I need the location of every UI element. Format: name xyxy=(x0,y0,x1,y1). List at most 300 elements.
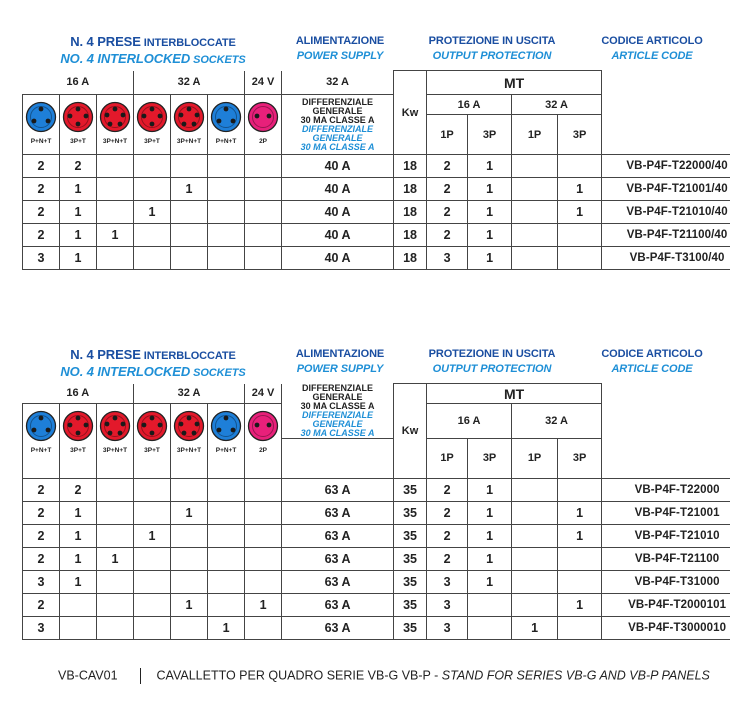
socket-red-4pin-icon xyxy=(60,410,96,442)
kw-cell: 35 xyxy=(394,524,427,547)
socket-blue-3pin-icon xyxy=(208,101,244,133)
heading-supply-it: ALIMENTAZIONE xyxy=(295,35,385,47)
protection-heading xyxy=(402,34,582,64)
socket-cell xyxy=(245,404,282,479)
socket-type-label: P+N+T xyxy=(215,447,237,454)
socket-qty-cell xyxy=(134,547,171,570)
socket-cell xyxy=(97,95,134,155)
socket-qty-cell xyxy=(208,247,245,270)
sockets-heading xyxy=(22,34,284,68)
socket-cell xyxy=(134,404,171,479)
diff-en-line: GENERALE xyxy=(312,132,363,143)
socket-qty-cell: 1 xyxy=(171,501,208,524)
col-mt16-1p: 1P xyxy=(427,438,468,478)
socket-red-5pin-icon xyxy=(97,410,133,442)
socket-qty-cell xyxy=(171,524,208,547)
heading-sockets-it: N. 4 PRESE xyxy=(70,347,141,362)
socket-qty-cell xyxy=(208,593,245,616)
mt-qty-cell: 3 xyxy=(427,616,468,639)
col-16a: 16 A xyxy=(23,71,134,95)
col-mt-32a: 32 A xyxy=(512,404,602,439)
socket-qty-cell xyxy=(208,570,245,593)
col-mt-32a: 32 A xyxy=(512,95,602,115)
mt-qty-cell xyxy=(512,570,558,593)
socket-type-label: P+N+T xyxy=(30,447,52,454)
socket-cell xyxy=(60,95,97,155)
heading-sockets-it-rest: INTERBLOCCATE xyxy=(140,37,236,49)
col-kw: Kw xyxy=(394,384,427,479)
socket-qty-cell xyxy=(97,478,134,501)
socket-type-label: 2P xyxy=(259,138,268,145)
socket-qty-cell xyxy=(134,501,171,524)
supply-heading xyxy=(284,34,396,64)
socket-qty-cell xyxy=(171,547,208,570)
socket-red-4pin-icon xyxy=(60,101,96,133)
socket-qty-cell xyxy=(97,247,134,270)
socket-qty-cell xyxy=(208,547,245,570)
mt-qty-cell: 2 xyxy=(427,224,468,247)
socket-qty-cell xyxy=(171,201,208,224)
supply-cell: 40 A xyxy=(282,178,394,201)
mt-qty-cell: 1 xyxy=(558,593,602,616)
socket-cell xyxy=(171,95,208,155)
mt-qty-cell xyxy=(512,547,558,570)
article-code-cell: VB-P4F-T21100/40 xyxy=(602,224,730,247)
socket-qty-cell: 1 xyxy=(97,224,134,247)
kw-cell: 18 xyxy=(394,224,427,247)
kw-cell: 35 xyxy=(394,570,427,593)
supply-heading xyxy=(284,347,396,377)
mt-qty-cell: 1 xyxy=(468,570,512,593)
sockets-heading xyxy=(22,347,284,381)
socket-cell xyxy=(245,95,282,155)
table-row xyxy=(23,524,730,547)
socket-qty-cell: 2 xyxy=(23,224,60,247)
socket-cell xyxy=(23,95,60,155)
mt-qty-cell: 2 xyxy=(427,178,468,201)
diff-en-line: DIFFERENZIALE xyxy=(302,409,374,420)
diff-it-line: 30 MA CLASSE A xyxy=(300,114,375,125)
socket-qty-cell: 1 xyxy=(208,616,245,639)
mt-qty-cell: 1 xyxy=(468,478,512,501)
table-row xyxy=(23,247,730,270)
socket-cell xyxy=(208,95,245,155)
supply-cell: 40 A xyxy=(282,201,394,224)
socket-qty-cell xyxy=(97,593,134,616)
socket-qty-cell xyxy=(245,155,282,178)
socket-qty-cell: 1 xyxy=(60,247,97,270)
article-code-cell: VB-P4F-T21010/40 xyxy=(602,201,730,224)
col-mt32-3p: 3P xyxy=(558,438,602,478)
heading-supply-en: POWER SUPPLY xyxy=(296,363,384,375)
socket-qty-cell xyxy=(208,478,245,501)
mt-qty-cell: 2 xyxy=(427,201,468,224)
kw-cell: 18 xyxy=(394,201,427,224)
mt-qty-cell: 2 xyxy=(427,478,468,501)
diff-it-line: GENERALE xyxy=(312,105,363,116)
socket-qty-cell xyxy=(208,501,245,524)
section-header xyxy=(22,34,722,70)
socket-qty-cell xyxy=(134,155,171,178)
col-code-spacer xyxy=(602,71,730,155)
mt-qty-cell: 2 xyxy=(427,547,468,570)
heading-code-it: CODICE ARTICOLO xyxy=(601,35,703,47)
socket-qty-cell: 1 xyxy=(60,178,97,201)
col-32a: 32 A xyxy=(134,384,245,404)
mt-qty-cell xyxy=(512,155,558,178)
socket-type-label: 3P+N+T xyxy=(102,447,128,454)
socket-qty-cell xyxy=(208,155,245,178)
col-kw: Kw xyxy=(394,71,427,155)
socket-blue-3pin-icon xyxy=(208,410,244,442)
supply-spacer xyxy=(282,438,394,478)
socket-qty-cell: 2 xyxy=(23,524,60,547)
mt-qty-cell xyxy=(512,478,558,501)
supply-cell: 63 A xyxy=(282,593,394,616)
table-row xyxy=(23,570,730,593)
code-heading xyxy=(582,34,722,64)
socket-qty-cell xyxy=(245,570,282,593)
kw-cell: 18 xyxy=(394,178,427,201)
socket-qty-cell xyxy=(134,478,171,501)
socket-type-label: 3P+T xyxy=(70,138,86,145)
diff-en-line: 30 MA CLASSE A xyxy=(300,141,375,152)
socket-magenta-2pin-icon xyxy=(245,101,281,133)
mt-qty-cell xyxy=(558,570,602,593)
socket-qty-cell xyxy=(60,616,97,639)
mt-qty-cell xyxy=(512,247,558,270)
mt-qty-cell xyxy=(512,178,558,201)
supply-cell: 63 A xyxy=(282,570,394,593)
mt-qty-cell: 1 xyxy=(558,501,602,524)
socket-blue-3pin-icon xyxy=(23,410,59,442)
socket-qty-cell xyxy=(208,224,245,247)
col-24v: 24 V xyxy=(245,71,282,95)
table-row xyxy=(23,178,730,201)
kw-cell: 18 xyxy=(394,247,427,270)
socket-qty-cell: 1 xyxy=(60,570,97,593)
supply-cell: 63 A xyxy=(282,501,394,524)
socket-qty-cell: 2 xyxy=(23,593,60,616)
socket-qty-cell xyxy=(245,178,282,201)
socket-red-4pin-icon xyxy=(134,101,170,133)
footer-separator xyxy=(140,668,141,684)
heading-protection-it: PROTEZIONE IN USCITA xyxy=(428,35,556,47)
diff-it-line: GENERALE xyxy=(312,391,363,402)
socket-qty-cell: 1 xyxy=(60,524,97,547)
differential-cell xyxy=(282,384,394,439)
mt-qty-cell: 3 xyxy=(427,247,468,270)
socket-qty-cell: 3 xyxy=(23,570,60,593)
mt-qty-cell: 1 xyxy=(468,201,512,224)
socket-red-5pin-icon xyxy=(171,101,207,133)
heading-sockets-en-rest: SOCKETS xyxy=(190,54,246,66)
footer xyxy=(58,668,710,684)
socket-magenta-2pin-icon xyxy=(245,410,281,442)
supply-cell: 40 A xyxy=(282,155,394,178)
col-mt: MT xyxy=(427,71,602,95)
socket-qty-cell: 1 xyxy=(97,547,134,570)
spec-table xyxy=(22,70,730,270)
socket-qty-cell: 2 xyxy=(60,478,97,501)
mt-qty-cell: 1 xyxy=(512,616,558,639)
kw-cell: 35 xyxy=(394,547,427,570)
kw-cell: 35 xyxy=(394,616,427,639)
col-mt32-3p: 3P xyxy=(558,115,602,155)
heading-protection-it: PROTEZIONE IN USCITA xyxy=(428,348,556,360)
article-code-cell: VB-P4F-T22000 xyxy=(602,478,730,501)
socket-qty-cell xyxy=(245,547,282,570)
heading-supply-en: POWER SUPPLY xyxy=(296,50,384,62)
socket-qty-cell: 1 xyxy=(60,224,97,247)
heading-sockets-en: NO. 4 INTERLOCKED xyxy=(60,51,191,66)
socket-cell xyxy=(23,404,60,479)
socket-type-label: 3P+N+T xyxy=(176,447,202,454)
socket-cell xyxy=(97,404,134,479)
mt-qty-cell xyxy=(558,547,602,570)
socket-qty-cell: 1 xyxy=(134,524,171,547)
article-code-cell: VB-P4F-T21001 xyxy=(602,501,730,524)
socket-red-4pin-icon xyxy=(134,410,170,442)
footer-title-en: STAND FOR SERIES VB-G AND VB-P PANELS xyxy=(441,668,710,683)
supply-cell: 40 A xyxy=(282,247,394,270)
socket-qty-cell xyxy=(134,570,171,593)
article-code-cell: VB-P4F-T21100 xyxy=(602,547,730,570)
socket-qty-cell: 1 xyxy=(60,547,97,570)
socket-qty-cell: 3 xyxy=(23,616,60,639)
mt-qty-cell xyxy=(468,616,512,639)
diff-it-line: 30 MA CLASSE A xyxy=(300,400,375,411)
mt-qty-cell: 2 xyxy=(427,155,468,178)
col-code-spacer xyxy=(602,384,730,479)
socket-qty-cell xyxy=(97,616,134,639)
mt-qty-cell: 3 xyxy=(427,570,468,593)
socket-qty-cell xyxy=(245,201,282,224)
mt-qty-cell xyxy=(512,593,558,616)
mt-qty-cell: 1 xyxy=(468,247,512,270)
table-row xyxy=(23,501,730,524)
col-mt16-3p: 3P xyxy=(468,438,512,478)
table-block-40a xyxy=(22,34,728,270)
heading-sockets-it-rest: INTERBLOCCATE xyxy=(140,350,236,362)
mt-qty-cell: 2 xyxy=(427,501,468,524)
col-mt32-1p: 1P xyxy=(512,115,558,155)
socket-qty-cell xyxy=(171,478,208,501)
socket-red-5pin-icon xyxy=(97,101,133,133)
socket-qty-cell xyxy=(171,224,208,247)
col-mt: MT xyxy=(427,384,602,404)
kw-cell: 18 xyxy=(394,155,427,178)
socket-qty-cell xyxy=(245,478,282,501)
socket-qty-cell xyxy=(245,501,282,524)
col-32a: 32 A xyxy=(134,71,245,95)
section-header xyxy=(22,347,722,383)
col-16a: 16 A xyxy=(23,384,134,404)
heading-sockets-en-rest: SOCKETS xyxy=(190,367,246,379)
article-code-cell: VB-P4F-T3100/40 xyxy=(602,247,730,270)
kw-cell: 35 xyxy=(394,593,427,616)
article-code-cell: VB-P4F-T21001/40 xyxy=(602,178,730,201)
footer-title-it: CAVALLETTO PER QUADRO SERIE VB-G VB-P - xyxy=(156,668,442,683)
protection-heading xyxy=(402,347,582,377)
mt-qty-cell: 1 xyxy=(468,224,512,247)
mt-qty-cell xyxy=(468,593,512,616)
socket-qty-cell: 1 xyxy=(134,201,171,224)
table-body xyxy=(23,478,730,639)
socket-qty-cell xyxy=(208,178,245,201)
socket-qty-cell xyxy=(245,224,282,247)
socket-qty-cell: 1 xyxy=(60,201,97,224)
mt-qty-cell: 1 xyxy=(558,201,602,224)
spec-table xyxy=(22,383,730,640)
heading-protection-en: OUTPUT PROTECTION xyxy=(432,363,552,375)
socket-type-label: 2P xyxy=(259,447,268,454)
code-heading xyxy=(582,347,722,377)
socket-qty-cell xyxy=(97,501,134,524)
socket-qty-cell xyxy=(171,155,208,178)
article-code-cell: VB-P4F-T31000 xyxy=(602,570,730,593)
socket-qty-cell xyxy=(208,524,245,547)
table-row xyxy=(23,547,730,570)
table-row xyxy=(23,224,730,247)
heading-code-it: CODICE ARTICOLO xyxy=(601,348,703,360)
socket-qty-cell xyxy=(134,247,171,270)
heading-sockets-it: N. 4 PRESE xyxy=(70,34,141,49)
socket-type-label: P+N+T xyxy=(215,138,237,145)
differential-cell xyxy=(282,95,394,155)
socket-qty-cell xyxy=(171,570,208,593)
socket-type-label: 3P+N+T xyxy=(102,138,128,145)
mt-qty-cell: 1 xyxy=(468,547,512,570)
socket-qty-cell xyxy=(134,178,171,201)
socket-qty-cell xyxy=(245,616,282,639)
footer-code: VB-CAV01 xyxy=(58,668,118,683)
socket-qty-cell xyxy=(245,247,282,270)
mt-qty-cell: 1 xyxy=(468,501,512,524)
supply-cell: 63 A xyxy=(282,478,394,501)
socket-qty-cell: 1 xyxy=(245,593,282,616)
col-supply-32a: 32 A xyxy=(282,71,394,95)
mt-qty-cell: 1 xyxy=(558,178,602,201)
socket-qty-cell xyxy=(171,247,208,270)
table-row xyxy=(23,478,730,501)
socket-qty-cell xyxy=(97,155,134,178)
socket-type-label: 3P+T xyxy=(144,138,160,145)
mt-qty-cell xyxy=(558,616,602,639)
mt-qty-cell: 1 xyxy=(468,155,512,178)
socket-qty-cell xyxy=(134,593,171,616)
table-row xyxy=(23,201,730,224)
col-mt16-1p: 1P xyxy=(427,115,468,155)
socket-cell xyxy=(60,404,97,479)
col-24v: 24 V xyxy=(245,384,282,404)
mt-qty-cell: 1 xyxy=(468,178,512,201)
mt-qty-cell xyxy=(558,247,602,270)
socket-qty-cell xyxy=(97,524,134,547)
kw-cell: 35 xyxy=(394,478,427,501)
mt-qty-cell: 2 xyxy=(427,524,468,547)
socket-cell xyxy=(208,404,245,479)
mt-qty-cell xyxy=(558,155,602,178)
socket-red-5pin-icon xyxy=(171,410,207,442)
socket-qty-cell xyxy=(208,201,245,224)
table-block-63a xyxy=(22,347,727,640)
heading-protection-en: OUTPUT PROTECTION xyxy=(432,50,552,62)
supply-cell: 40 A xyxy=(282,224,394,247)
mt-qty-cell xyxy=(558,478,602,501)
table-row xyxy=(23,155,730,178)
socket-qty-cell: 1 xyxy=(171,178,208,201)
heading-code-en: ARTICLE CODE xyxy=(611,363,693,375)
col-mt32-1p: 1P xyxy=(512,438,558,478)
socket-qty-cell: 2 xyxy=(23,501,60,524)
article-code-cell: VB-P4F-T2000101 xyxy=(602,593,730,616)
col-mt16-3p: 3P xyxy=(468,115,512,155)
supply-cell: 63 A xyxy=(282,524,394,547)
socket-qty-cell: 1 xyxy=(171,593,208,616)
heading-supply-it: ALIMENTAZIONE xyxy=(295,348,385,360)
socket-qty-cell xyxy=(245,524,282,547)
mt-qty-cell xyxy=(512,524,558,547)
mt-qty-cell xyxy=(512,501,558,524)
socket-blue-3pin-icon xyxy=(23,101,59,133)
socket-qty-cell: 3 xyxy=(23,247,60,270)
socket-cell xyxy=(134,95,171,155)
heading-sockets-en: NO. 4 INTERLOCKED xyxy=(60,364,191,379)
socket-qty-cell: 2 xyxy=(23,178,60,201)
socket-type-label: P+N+T xyxy=(30,138,52,145)
socket-type-label: 3P+N+T xyxy=(176,138,202,145)
col-mt-16a: 16 A xyxy=(427,95,512,115)
diff-it-line: DIFFERENZIALE xyxy=(302,96,374,107)
col-mt-16a: 16 A xyxy=(427,404,512,439)
socket-qty-cell xyxy=(97,178,134,201)
article-code-cell: VB-P4F-T21010 xyxy=(602,524,730,547)
article-code-cell: VB-P4F-T3000010 xyxy=(602,616,730,639)
diff-en-line: DIFFERENZIALE xyxy=(302,123,374,134)
mt-qty-cell xyxy=(558,224,602,247)
heading-code-en: ARTICLE CODE xyxy=(611,50,693,62)
mt-qty-cell xyxy=(512,201,558,224)
socket-qty-cell xyxy=(134,224,171,247)
socket-cell xyxy=(171,404,208,479)
supply-cell: 63 A xyxy=(282,616,394,639)
diff-en-line: 30 MA CLASSE A xyxy=(300,427,375,438)
socket-qty-cell: 2 xyxy=(60,155,97,178)
mt-qty-cell xyxy=(512,224,558,247)
diff-it-line: DIFFERENZIALE xyxy=(302,382,374,393)
article-code-cell: VB-P4F-T22000/40 xyxy=(602,155,730,178)
socket-qty-cell: 2 xyxy=(23,155,60,178)
mt-qty-cell: 3 xyxy=(427,593,468,616)
socket-qty-cell: 1 xyxy=(60,501,97,524)
socket-qty-cell xyxy=(97,201,134,224)
socket-qty-cell xyxy=(134,616,171,639)
socket-qty-cell: 2 xyxy=(23,478,60,501)
socket-qty-cell: 2 xyxy=(23,201,60,224)
table-body xyxy=(23,155,730,270)
supply-cell: 63 A xyxy=(282,547,394,570)
diff-en-line: GENERALE xyxy=(312,418,363,429)
table-row xyxy=(23,616,730,639)
socket-qty-cell xyxy=(171,616,208,639)
table-row xyxy=(23,593,730,616)
socket-type-label: 3P+T xyxy=(144,447,160,454)
socket-qty-cell: 2 xyxy=(23,547,60,570)
socket-qty-cell xyxy=(97,570,134,593)
mt-qty-cell: 1 xyxy=(468,524,512,547)
kw-cell: 35 xyxy=(394,501,427,524)
